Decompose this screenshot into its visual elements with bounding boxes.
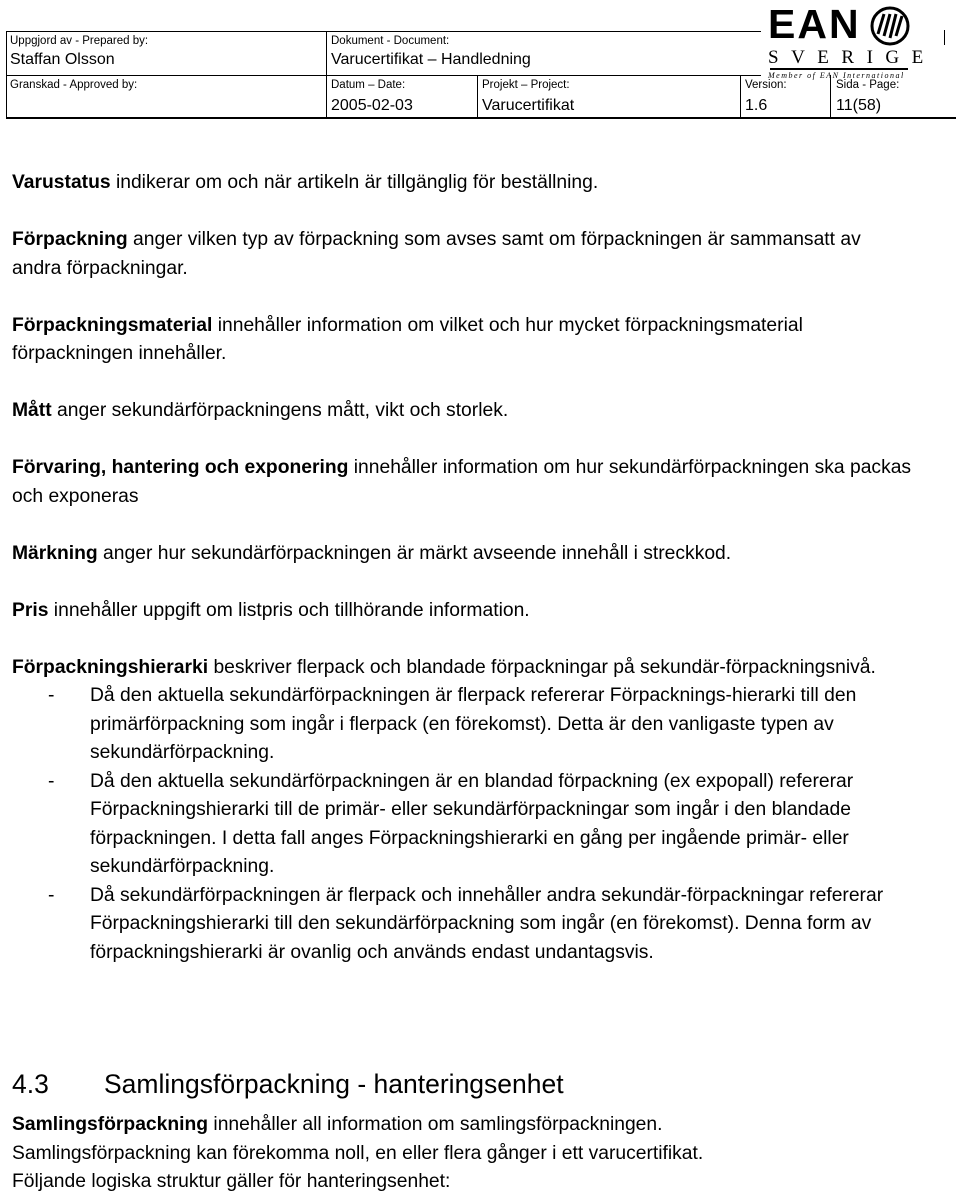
project-value: Varucertifikat — [482, 97, 575, 114]
term: Förpackningshierarki — [12, 656, 209, 678]
list-dash: - — [48, 770, 55, 792]
logo-ean-text: EAN — [768, 1, 861, 47]
description: innehåller information om hur sekundärförpackningen ska packas och exponeras — [12, 457, 912, 507]
page-label: Sida - Page: — [836, 79, 900, 91]
logo-member-text: Member of EAN International — [768, 71, 905, 80]
paragraph-forvaring — [12, 454, 912, 511]
paragraph-structure-intro: Följande logiska struktur gäller för hanteringsenhet: — [12, 1171, 451, 1192]
description: anger hur sekundärförpackningen är märkt avseende innehåll i streckkod. — [97, 542, 732, 564]
document-header — [6, 31, 787, 118]
header-divider-3 — [740, 75, 741, 119]
header-left-border — [6, 31, 7, 119]
list-item-text: Då den aktuella sekundärförpackningen är en blandad förpackning (ex expopall) refererar Förpackningshierarki till de primär- eller sekundärförpackningar som ingår i den blandade förpackningen. I detta fall anges Förpackningshierarki en gång per ingående primär- eller sekundärförpackning. — [90, 770, 854, 877]
description: indikerar om och när artikeln är tillgänglig för beställning. — [110, 172, 599, 193]
header-top-border — [6, 31, 761, 32]
date-label: Datum – Date: — [331, 79, 406, 91]
list-dash: - — [48, 884, 55, 906]
term: Mått — [12, 400, 52, 421]
header-middle-border — [6, 75, 761, 76]
document-label: Dokument - Document: — [331, 35, 450, 47]
description: beskriver flerpack och blandade förpackningar på sekundär-förpackningsnivå. — [208, 656, 876, 678]
section-title: Samlingsförpackning - hanteringsenhet — [104, 1069, 564, 1099]
paragraph-forpackningshierarki — [12, 654, 912, 683]
logo-emblem-icon — [870, 4, 910, 48]
description: innehåller information om vilket och hur mycket förpackningsmaterial förpackningen innehåller. — [12, 314, 803, 364]
term: Förvaring, hantering och exponering — [12, 457, 349, 478]
paragraph-forpackningsmaterial — [12, 312, 912, 369]
paragraph-samlingsforpackning — [12, 1111, 912, 1140]
term: Förpackningsmaterial — [12, 314, 213, 336]
paragraph-forpackning — [12, 226, 912, 283]
paragraph-pris — [12, 597, 912, 626]
list-item-text: Då den aktuella sekundärförpackningen är flerpack refererar Förpacknings-hierarki till den primärförpackning som ingår i flerpack (en förekomst). Detta är den vanligaste typen av sekundärförpackning. — [90, 685, 857, 763]
prepared-by-label: Uppgjord av - Prepared by: — [10, 35, 149, 47]
header-divider-2 — [477, 75, 478, 119]
term: Samlingsförpackning — [12, 1114, 209, 1135]
document-body — [12, 169, 912, 967]
version-label: Version: — [745, 79, 787, 91]
corner-mark — [944, 30, 945, 45]
version-value: 1.6 — [745, 97, 768, 114]
paragraph-varustatus — [12, 169, 912, 198]
ean-sverige-logo — [762, 1, 936, 82]
list-item — [12, 768, 912, 882]
paragraph-occurrence: Samlingsförpackning kan förekomma noll, en eller flera gånger i ett varucertifikat. — [12, 1142, 704, 1164]
description: innehåller all information om samlingsförpackningen. — [208, 1114, 663, 1135]
term: Pris — [12, 599, 49, 621]
description: innehåller uppgift om listpris och tillhörande information. — [48, 599, 530, 621]
section-heading — [12, 1068, 564, 1100]
header-divider-1 — [326, 31, 327, 119]
section-number: 4.3 — [12, 1069, 49, 1099]
list-item-text: Då sekundärförpackningen är flerpack och innehåller andra sekundär-förpackningar refererar Förpackningshierarki till den sekundärförpackning som ingår (en förekomst). Denna form av förpackningshierarki är ovanlig och används endast undantagsvis. — [90, 884, 884, 963]
term: Märkning — [12, 542, 98, 564]
logo-rule — [770, 68, 908, 70]
paragraph-matt — [12, 397, 912, 426]
logo-country-text: SVERIGE — [768, 47, 936, 68]
paragraph-markning — [12, 540, 912, 569]
project-label: Projekt – Project: — [482, 79, 570, 91]
list-item — [12, 882, 912, 968]
term: Varustatus — [12, 172, 111, 193]
document-value: Varucertifikat – Handledning — [331, 51, 531, 68]
header-bottom-border — [6, 117, 761, 119]
page-value: 11(58) — [836, 97, 882, 114]
description: anger vilken typ av förpackning som avses samt om förpackningen är sammansatt av andra förpackningar. — [12, 229, 861, 279]
description: anger sekundärförpackningens mått, vikt och storlek. — [51, 400, 509, 421]
term: Förpackning — [12, 229, 128, 250]
prepared-by-value: Staffan Olsson — [10, 51, 115, 68]
section-body — [12, 1111, 912, 1197]
approved-by-label: Granskad - Approved by: — [10, 79, 138, 91]
list-dash: - — [48, 685, 55, 706]
page-cell-border — [761, 117, 956, 119]
list-item — [12, 682, 912, 768]
date-value: 2005-02-03 — [331, 97, 413, 114]
